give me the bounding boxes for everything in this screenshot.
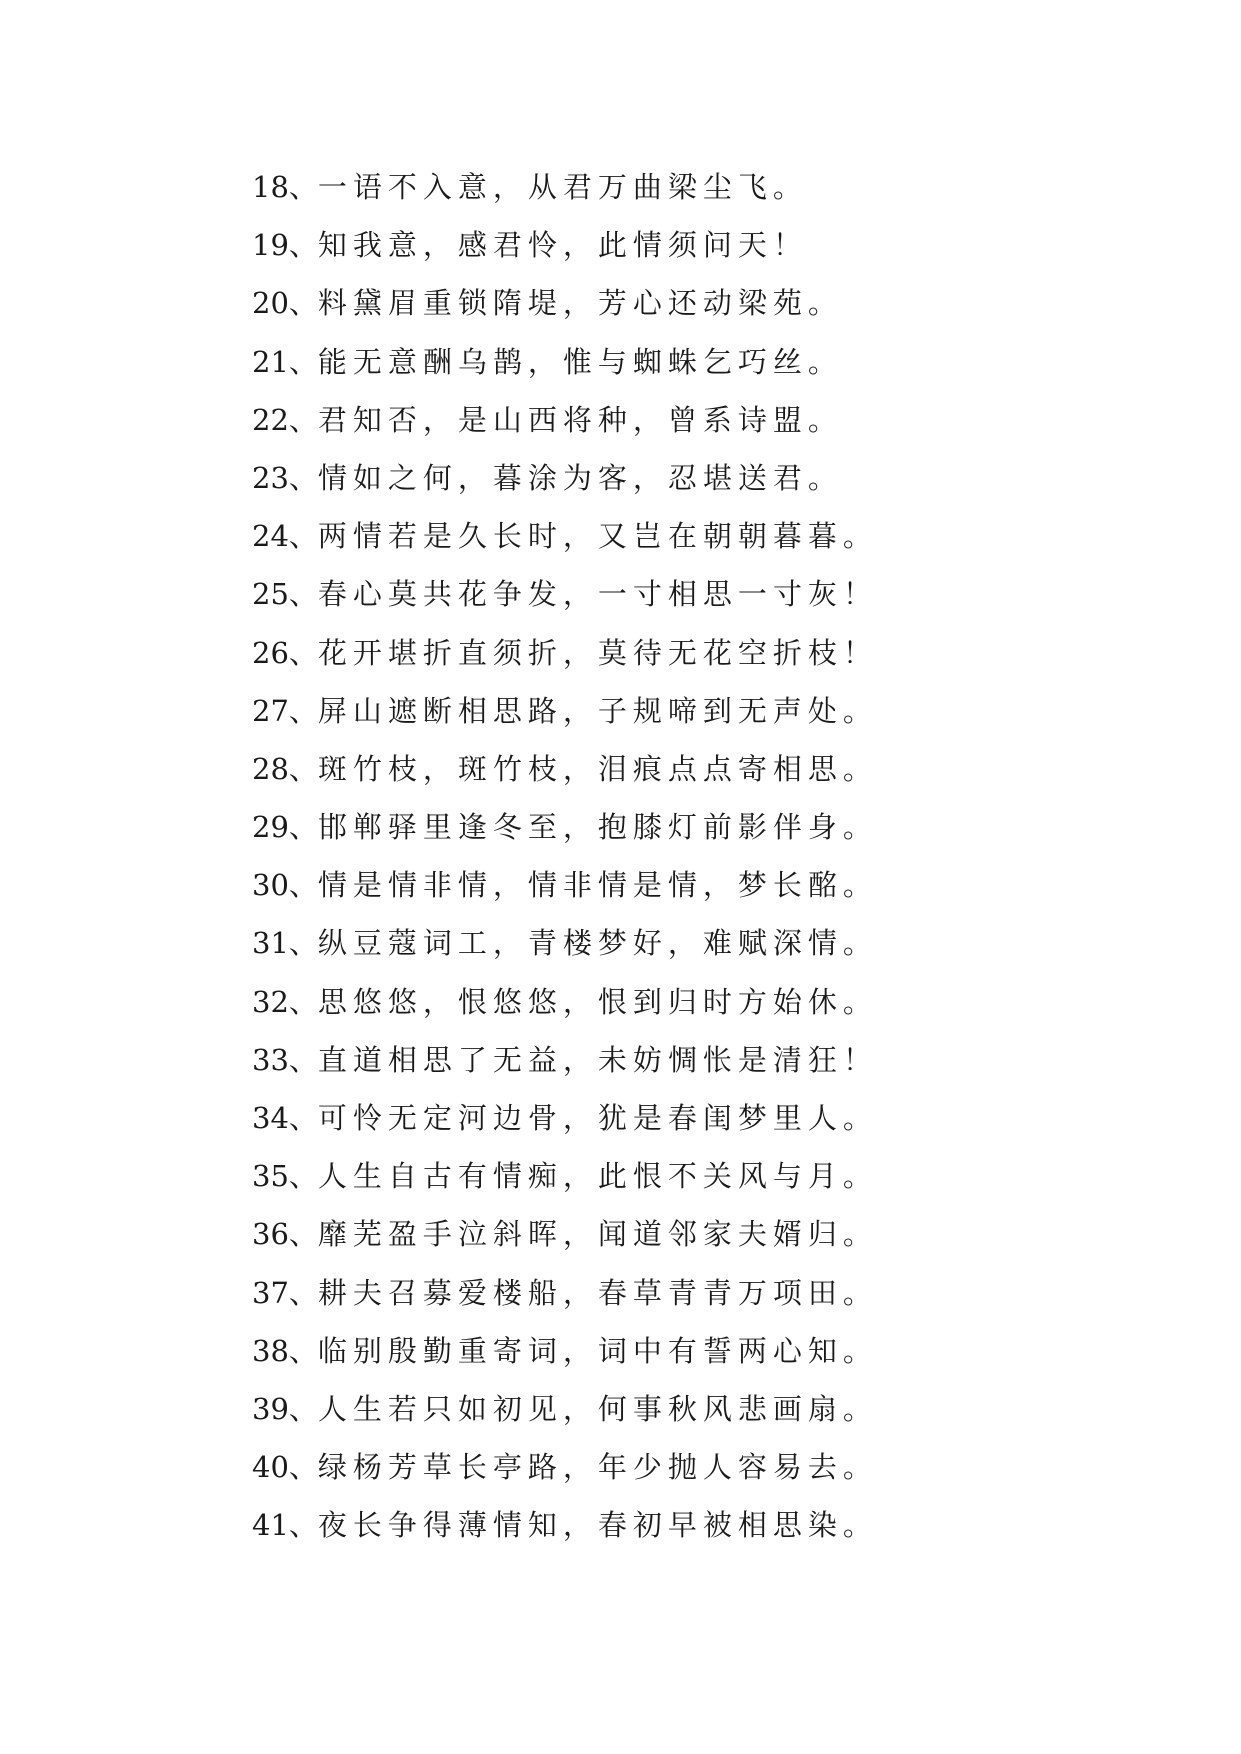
poem-line (252, 216, 878, 274)
line-number: 31、 (252, 926, 318, 961)
line-number: 24、 (252, 519, 318, 554)
poem-line (252, 740, 878, 798)
poem-line-list (252, 158, 878, 1555)
line-number: 21、 (252, 344, 318, 379)
line-text: 情如之何，暮涂为客，忍堪送君。 (317, 460, 843, 495)
line-number: 40、 (252, 1450, 318, 1485)
poem-line (252, 1496, 878, 1554)
line-text: 君知否，是山西将种，曾系诗盟。 (317, 402, 843, 437)
line-text: 人生若只如初见，何事秋风悲画扇。 (317, 1391, 878, 1426)
poem-line (252, 682, 878, 740)
line-number: 41、 (252, 1508, 318, 1543)
line-number: 34、 (252, 1101, 318, 1135)
line-text: 靡芜盈手泣斜晖，闻道邻家夫婿归。 (317, 1217, 878, 1252)
poem-line (252, 1264, 878, 1322)
poem-line (252, 391, 878, 449)
line-text: 春心莫共花争发，一寸相思一寸灰！ (317, 577, 878, 612)
poem-line (252, 1031, 878, 1089)
poem-line (252, 1322, 878, 1380)
line-text: 耕夫召募爱楼船，春草青青万项田。 (317, 1275, 878, 1310)
line-text: 夜长争得薄情知，春初早被相思染。 (317, 1508, 878, 1543)
line-number: 33、 (252, 1042, 318, 1077)
line-text: 两情若是久长时，又岂在朝朝暮暮。 (317, 519, 878, 554)
line-number: 20、 (252, 286, 318, 321)
line-number: 35、 (252, 1159, 318, 1194)
poem-line (252, 158, 878, 216)
line-text: 料黛眉重锁隋堤，芳心还动梁苑。 (317, 286, 843, 321)
poem-line (252, 914, 878, 972)
line-text: 知我意，感君怜，此情须问天！ (317, 228, 808, 263)
line-number: 26、 (252, 635, 318, 670)
line-text: 花开堪折直须折，莫待无花空折枝！ (317, 635, 878, 670)
line-text: 绿杨芳草长亭路，年少抛人容易去。 (317, 1450, 878, 1485)
poem-line (252, 1147, 878, 1205)
line-text: 斑竹枝，斑竹枝，泪痕点点寄相思。 (317, 751, 878, 786)
poem-line (252, 624, 878, 682)
poem-line (252, 565, 878, 623)
line-number: 38、 (252, 1333, 318, 1368)
poem-line (252, 507, 878, 565)
line-text: 情是情非情，情非情是情，梦长酩。 (317, 868, 878, 903)
line-text: 可怜无定河边骨，犹是春闺梦里人。 (317, 1101, 878, 1135)
line-number: 37、 (252, 1275, 318, 1310)
line-text: 思悠悠，恨悠悠，恨到归时方始休。 (317, 984, 878, 1019)
line-text: 纵豆蔻词工，青楼梦好，难赋深情。 (317, 926, 878, 961)
line-number: 23、 (252, 460, 318, 495)
poem-line (252, 856, 878, 914)
line-text: 人生自古有情痴，此恨不关风与月。 (317, 1159, 878, 1194)
line-number: 27、 (252, 693, 318, 728)
poem-line (252, 1380, 878, 1438)
line-number: 29、 (252, 810, 318, 845)
line-number: 36、 (252, 1217, 318, 1252)
line-number: 18、 (252, 170, 318, 204)
poem-line (252, 1438, 878, 1496)
line-number: 28、 (252, 751, 318, 786)
line-number: 32、 (252, 984, 318, 1019)
line-text: 屏山遮断相思路，子规啼到无声处。 (317, 693, 878, 728)
line-text: 能无意酬乌鹊，惟与蜘蛛乞巧丝。 (317, 344, 843, 379)
poem-line (252, 274, 878, 332)
line-number: 39、 (252, 1391, 318, 1426)
line-text: 直道相思了无益，未妨惆怅是清狂！ (317, 1042, 878, 1077)
line-text: 一语不入意，从君万曲梁尘飞。 (317, 170, 808, 204)
poem-line (252, 1089, 878, 1147)
line-number: 22、 (252, 402, 318, 437)
line-number: 19、 (252, 228, 318, 263)
line-number: 30、 (252, 868, 318, 903)
poem-line (252, 1205, 878, 1263)
poem-line (252, 798, 878, 856)
line-number: 25、 (252, 577, 318, 612)
line-text: 邯郸驿里逢冬至，抱膝灯前影伴身。 (317, 810, 878, 845)
poem-line (252, 449, 878, 507)
poem-line (252, 973, 878, 1031)
line-text: 临别殷勤重寄词，词中有誓两心知。 (317, 1333, 878, 1368)
poem-line (252, 333, 878, 391)
